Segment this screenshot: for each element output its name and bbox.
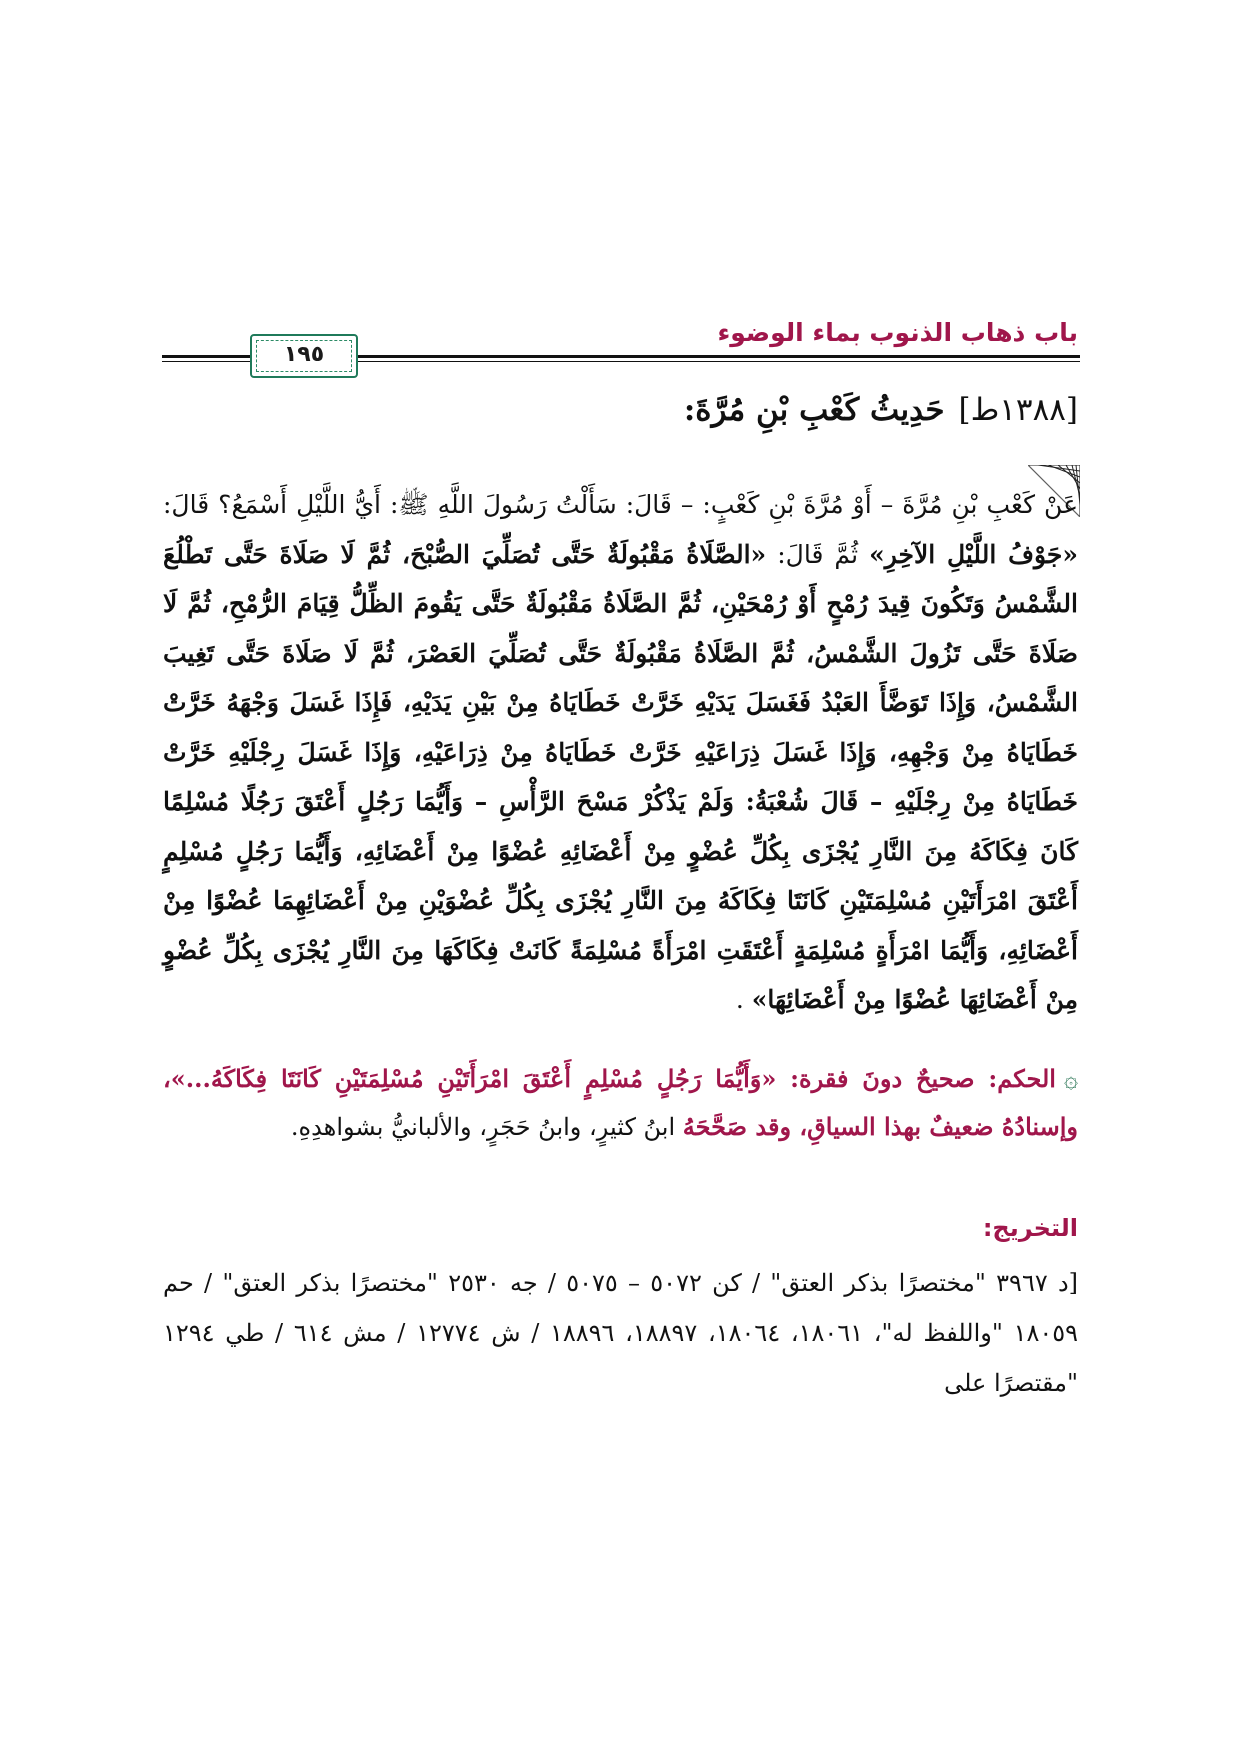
hadith-text xyxy=(163,480,1078,1025)
page-number-frame xyxy=(250,334,358,378)
flower-ornament-icon: ۞ xyxy=(1063,1065,1078,1093)
hadith-body: «الصَّلَاةُ مَقْبُولَةٌ حَتَّى تُصَلِّيَ الصُّبْحَ، ثُمَّ لَا صَلَاةَ حَتَّى تَطْلُعَ الشَّمْسُ وَتَكُونَ قِيدَ رُمْحٍ أَوْ رُمْحَيْنِ، ثُمَّ الصَّلَاةُ مَقْبُولَةٌ حَتَّى يَقُومَ الظِّلُّ قِيَامَ الرُّمْحِ، ثُمَّ لَا صَلَاةَ حَتَّى تَزُولَ الشَّمْسُ، ثُمَّ الصَّلَاةُ مَقْبُولَةٌ حَتَّى تُصَلِّيَ العَصْرَ، ثُمَّ لَا صَلَاةَ حَتَّى تَغِيبَ الشَّمْسُ، وَإِذَا تَوَضَّأَ العَبْدُ فَغَسَلَ يَدَيْهِ خَرَّتْ خَطَايَاهُ مِنْ بَيْنِ يَدَيْهِ، فَإِذَا غَسَلَ وَجْهَهُ خَرَّتْ خَطَايَاهُ مِنْ وَجْهِهِ، وَإِذَا غَسَلَ ذِرَاعَيْهِ خَرَّتْ خَطَايَاهُ مِنْ ذِرَاعَيْهِ، وَإِذَا غَسَلَ رِجْلَيْهِ خَرَّتْ خَطَايَاهُ مِنْ رِجْلَيْهِ – قَالَ شُعْبَةُ: وَلَمْ يَذْكُرْ مَسْحَ الرَّأْسِ – وَأَيُّمَا رَجُلٍ أَعْتَقَ رَجُلًا مُسْلِمًا كَانَ فِكَاكَهُ مِنَ النَّارِ يُجْزَى بِكُلِّ عُضْوٍ مِنْ أَعْضَائِهِ عُضْوًا مِنْ أَعْضَائِهِ، وَأَيُّمَا رَجُلٍ مُسْلِمٍ أَعْتَقَ امْرَأَتَيْنِ مُسْلِمَتَيْنِ كَانَتَا فِكَاكَهُ مِنَ النَّارِ يُجْزَى بِكُلِّ عُضْوَيْنِ مِنْ أَعْضَائِهِمَا عُضْوًا مِنْ أَعْضَائِهِ، وَأَيُّمَا امْرَأَةٍ مُسْلِمَةٍ أَعْتَقَتِ امْرَأَةً مُسْلِمَةً كَانَتْ فِكَاكَهَا مِنَ النَّارِ يُجْزَى بِكُلِّ عُضْوٍ مِنْ أَعْضَائِهَا عُضْوًا مِنْ أَعْضَائِهَا» xyxy=(163,539,1078,1014)
ruling-paragraph xyxy=(163,1055,1078,1151)
running-title: باب ذهاب الذنوب بماء الوضوء xyxy=(717,318,1078,347)
takhrij-heading: التخريج: xyxy=(982,1214,1078,1242)
ruling-text-plain: ابنُ كثيرٍ، وابنُ حَجَرٍ، والألبانيُّ بشواهدِهِ. xyxy=(290,1113,683,1141)
hadith-connector: ثُمَّ قَالَ: xyxy=(766,539,870,569)
hadith-title: حَدِيثُ كَعْبِ بْنِ مُرَّةَ: xyxy=(683,392,945,428)
ruling-text-red: صحيحٌ دونَ فقرة: «وَأَيُّمَا رَجُلٍ مُسْلِمٍ أَعْتَقَ امْرَأَتَيْنِ مُسْلِمَتَيْنِ كَانَتَا فِكَاكَهُ...»، وإسنادُهُ ضعيفٌ بهذا السياقِ، وقد صَحَّحَهُ xyxy=(163,1064,1078,1141)
page-number: ١٩٥ xyxy=(283,342,325,367)
takhrij-text: [د ٣٩٦٧ "مختصرًا بذكر العتق" / كن ٥٠٧٢ – ٥٠٧٥ / جه ٢٥٣٠ "مختصرًا بذكر العتق" / حم ١٨٠٥٩ "واللفظ له"، ١٨٠٦١، ١٨٠٦٤، ١٨٨٩٧، ١٨٨٩٦ / ش ١٢٧٧٤ / مش ٦١٤ / طي ١٢٩٤ "مقتصرًا على xyxy=(163,1269,1079,1397)
hadith-number: [١٣٨٨ط] xyxy=(958,392,1078,428)
ruling-label: الحكم: xyxy=(988,1064,1056,1093)
hadith-intro: عَنْ كَعْبِ بْنِ مُرَّةَ – أَوْ مُرَّةَ بْنِ كَعْبٍ: – قَالَ: سَأَلْتُ رَسُولَ اللَّهِ ﷺ: أَيُّ اللَّيْلِ أَسْمَعُ؟ قَالَ: xyxy=(163,490,1078,519)
hadith-heading xyxy=(684,392,1078,428)
hadith-end: . xyxy=(735,985,752,1014)
hadith-quote-1: «جَوْفُ اللَّيْلِ الآخِرِ» xyxy=(869,539,1078,569)
